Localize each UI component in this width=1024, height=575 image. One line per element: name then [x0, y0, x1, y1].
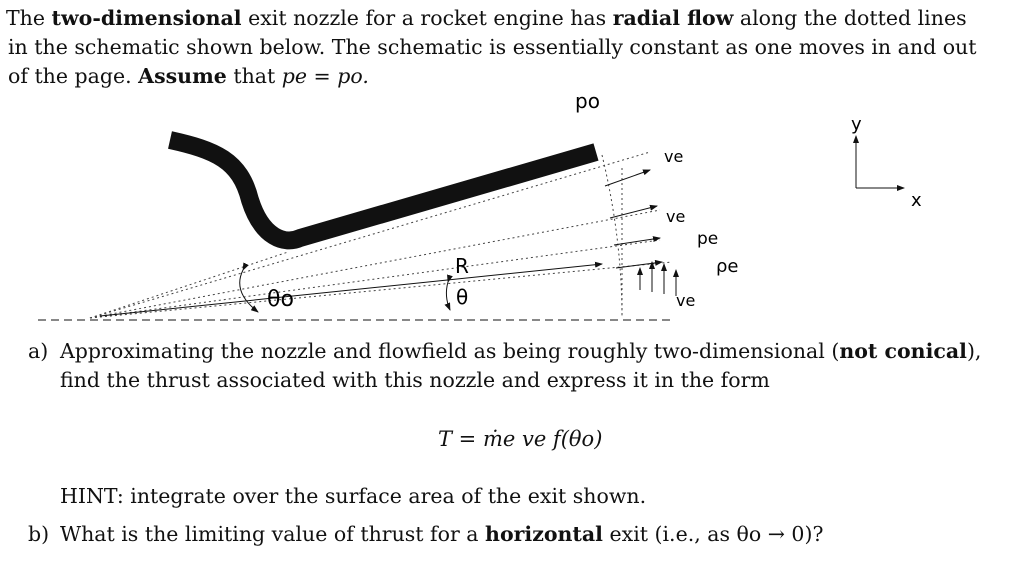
question-a-line-1 — [28, 337, 1008, 366]
p-o-label: po — [575, 89, 600, 113]
intro-text: that — [226, 64, 282, 88]
theta-arc — [446, 282, 450, 310]
intro-text: along the dotted lines — [733, 6, 967, 30]
radial-dotted-lines — [90, 152, 672, 318]
intro-bold-two-dimensional: two-dimensional — [51, 6, 242, 30]
intro-bold-assume: Assume — [138, 64, 227, 88]
x-axis-label: x — [911, 190, 922, 211]
intro-text: The — [6, 6, 52, 30]
intro-line-2: in the schematic shown below. The schematic is essentially constant as one moves in and out — [8, 35, 977, 59]
ve-label-2: ve — [666, 207, 686, 226]
intro-paragraph — [6, 4, 1016, 91]
nozzle-schematic — [0, 80, 1024, 330]
intro-text: of the page. — [8, 64, 139, 88]
intro-math: pe = po. — [281, 64, 369, 88]
exit-arc — [602, 155, 622, 318]
question-b — [28, 522, 823, 546]
rho-e-label: ρe — [716, 256, 739, 277]
R-label: R — [455, 254, 469, 278]
theta-o-label: θo — [267, 287, 294, 312]
thrust-formula: T = ṁe ve f(θo) — [438, 427, 603, 451]
question-a-line-2: find the thrust associated with this nozzle and express it in the form — [60, 368, 770, 392]
exit-velocity-arrows — [605, 170, 662, 268]
question-a-text: ), — [966, 339, 982, 363]
question-a — [28, 337, 1008, 395]
y-axis-label: y — [851, 114, 862, 135]
question-a-text: Approximating the nozzle and flowfield as being roughly two-dimensional ( — [60, 339, 840, 363]
question-b-bold: horizontal — [485, 522, 603, 546]
pe-label: pe — [697, 229, 719, 249]
exit-tangent-ticks — [640, 262, 676, 296]
intro-text: exit nozzle for a rocket engine has — [241, 6, 613, 30]
intro-bold-radial-flow: radial flow — [612, 6, 734, 30]
theta-o-arc — [240, 270, 258, 312]
R-arrow — [100, 264, 602, 316]
question-b-label: b) — [28, 522, 50, 546]
question-b-text: exit (i.e., as θo → 0)? — [602, 522, 824, 546]
theta-label: θ — [456, 285, 469, 309]
nozzle-wall — [170, 140, 596, 240]
question-a-label: a) — [28, 339, 49, 363]
intro-line-1 — [6, 4, 1016, 33]
question-a-bold: not conical — [839, 339, 967, 363]
hint-text: HINT: integrate over the surface area of the exit shown. — [60, 484, 647, 508]
question-b-text: What is the limiting value of thrust for a — [60, 522, 486, 546]
ve-label-1: ve — [664, 147, 684, 166]
ve-label-3: ve — [676, 291, 696, 310]
